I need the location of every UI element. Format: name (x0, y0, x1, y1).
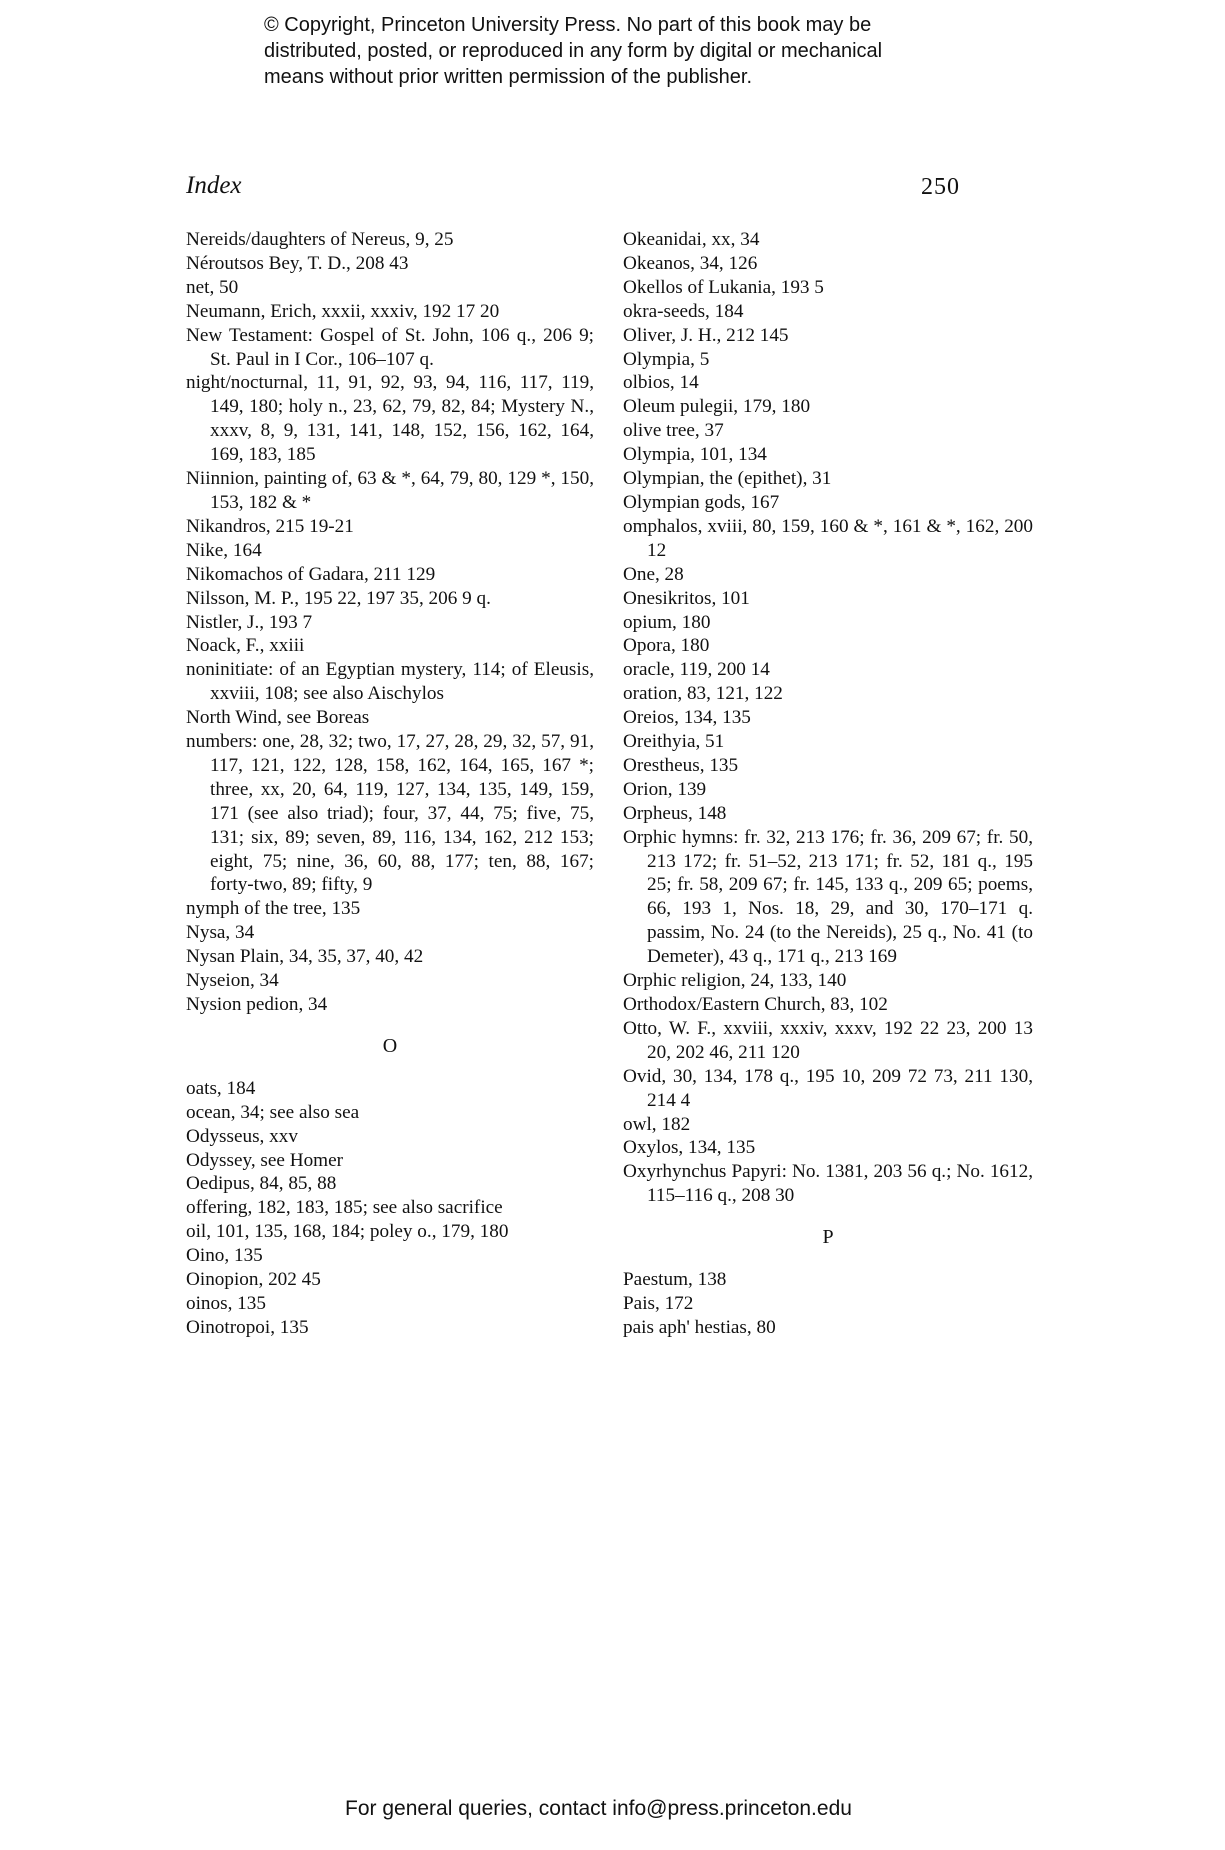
index-entry: Nyseion, 34 (186, 970, 279, 992)
index-entry: opium, 180 (623, 611, 711, 633)
index-entry: Oleum pulegii, 179, 180 (623, 396, 811, 418)
index-entry: Nysan Plain, 34, 35, 37, 40, 42 (186, 946, 424, 968)
index-entry: Noack, F., xxiii (186, 635, 305, 657)
index-entry: Okellos of Lukania, 193 5 (623, 276, 824, 298)
index-entry: Nilsson, M. P., 195 22, 197 35, 206 9 q. (186, 587, 491, 609)
index-entry: pais aph' hestias, 80 (623, 1316, 776, 1338)
index-entry: Opora, 180 (623, 635, 710, 657)
index-entry: Orpheus, 148 (623, 802, 727, 824)
index-entry: North Wind, see Boreas (186, 707, 370, 729)
index-entry: Orestheus, 135 (623, 754, 739, 776)
index-entry: Odysseus, xxv (186, 1125, 298, 1147)
section-letter-o: O (382, 1034, 398, 1057)
index-entry: Oino, 135 (186, 1245, 263, 1267)
index-entry: Oreithyia, 51 (623, 731, 725, 753)
index-entry: Pais, 172 (623, 1292, 694, 1314)
index-entry: olive tree, 37 (623, 420, 724, 442)
index-entry: Olympia, 5 (623, 348, 710, 370)
index-entry: offering, 182, 183, 185; see also sacrifice (186, 1197, 503, 1219)
index-entry: Orion, 139 (623, 778, 707, 800)
index-entry: Nikandros, 215 19-21 (186, 515, 354, 537)
index-entry: Okeanidai, xx, 34 (623, 229, 760, 250)
index-entry: Orthodox/Eastern Church, 83, 102 (623, 994, 888, 1015)
copyright-line-3: means without prior written permission of the publisher. (264, 66, 753, 88)
index-entry: Olympian, the (epithet), 31 (623, 468, 832, 490)
index-entry: net, 50 (186, 276, 239, 298)
index-entry: New Testament: Gospel of St. John, 106 q., 206 9; St. Paul in I Cor., 106–107 q. (186, 324, 594, 370)
index-entry: Nistler, J., 193 7 (186, 611, 313, 633)
index-entry: Nysa, 34 (186, 922, 255, 944)
index-entry: Néroutsos Bey, T. D., 208 43 (186, 252, 409, 274)
index-entry: Olympia, 101, 134 (623, 444, 767, 466)
index-entry: Oinopion, 202 45 (186, 1269, 321, 1291)
index-entry: Oinotropoi, 135 (186, 1316, 309, 1338)
index-entry: oration, 83, 121, 122 (623, 683, 783, 705)
index-entry: Nereids/daughters of Nereus, 9, 25 (186, 229, 454, 250)
index-entry: Oxyrhynchus Papyri: No. 1381, 203 56 q.; No. 1612, 115–116 q., 208 30 (623, 1161, 1033, 1207)
running-title: Index (186, 172, 242, 199)
index-entry: okra-seeds, 184 (623, 300, 744, 322)
index-entry: olbios, 14 (623, 372, 699, 394)
index-entry: owl, 182 (623, 1113, 691, 1135)
index-entry: oil, 101, 135, 168, 184; poley o., 179, 180 (186, 1221, 509, 1243)
index-entry: Nikomachos of Gadara, 211 129 (186, 563, 436, 585)
section-letter-p: P (822, 1226, 834, 1249)
index-entry: numbers: one, 28, 32; two, 17, 27, 28, 29, 32, 57, 91, 117, 121, 122, 128, 158, 162, 164, 165, 167 *; three, xx, 20, 64, 119, 127, 134, 135, 149, 159, 171 (see also triad); four, 37, 44, 75; five, 75, 131; six, 89; seven, 89, 116, 134, 162, 212 153; eight, 75; nine, 36, 60, 88, 177; ten, 88, 167; forty-two, 89; fifty, 9 (186, 731, 594, 896)
copyright-notice (264, 12, 1024, 90)
index-entry: Nysion pedion, 34 (186, 994, 328, 1015)
index-entry: omphalos, xviii, 80, 159, 160 & *, 161 & *, 162, 200 12 (623, 515, 1033, 561)
index-entry: Orphic religion, 24, 133, 140 (623, 970, 847, 992)
index-entry: Neumann, Erich, xxxii, xxxiv, 192 17 20 (186, 300, 500, 322)
index-entry: oats, 184 (186, 1077, 256, 1099)
index-entry: Niinnion, painting of, 63 & *, 64, 79, 80, 129 *, 150, 153, 182 & * (186, 468, 594, 513)
index-entry: Orphic hymns: fr. 32, 213 176; fr. 36, 209 67; fr. 50, 213 172; fr. 51–52, 213 171; fr. 52, 181 q., 195 25; fr. 58, 209 67; fr. 145, 133 q., 209 65; poems, 66, 193 1, Nos. 18, 29, and 30, 170–171 q. passim, No. 24 (to the Nereids), 25 q., No. 41 (to Demeter), 43 q., 171 q., 213 169 (623, 826, 1033, 968)
index-entry: Olympian gods, 167 (623, 491, 780, 513)
index-entry: ocean, 34; see also sea (186, 1101, 360, 1123)
index-entry: Paestum, 138 (623, 1269, 727, 1291)
index-entry: Otto, W. F., xxviii, xxxiv, xxxv, 192 22 23, 200 13 20, 202 46, 211 120 (623, 1017, 1033, 1063)
index-entry: Okeanos, 34, 126 (623, 252, 758, 274)
index-entry: Oxylos, 134, 135 (623, 1137, 756, 1159)
index-entry: oracle, 119, 200 14 (623, 659, 770, 681)
copyright-line-2: distributed, posted, or reproduced in any form by digital or mechanical (264, 40, 883, 62)
index-entry: nymph of the tree, 135 (186, 898, 361, 920)
index-entry: One, 28 (623, 563, 684, 585)
index-column-left (186, 228, 594, 1340)
index-entry: oinos, 135 (186, 1292, 266, 1314)
index-entry: Onesikritos, 101 (623, 587, 750, 609)
index-entry: Ovid, 30, 134, 178 q., 195 10, 209 72 73, 211 130, 214 4 (623, 1065, 1033, 1111)
index-entry: Nike, 164 (186, 539, 262, 561)
index-entry: Oreios, 134, 135 (623, 707, 751, 729)
index-column-right (623, 228, 1033, 1340)
running-head (186, 172, 960, 208)
page-number: 250 (921, 174, 960, 200)
index-entry: Oliver, J. H., 212 145 (623, 324, 789, 346)
copyright-line-1: © Copyright, Princeton University Press. No part of this book may be (264, 14, 872, 36)
index-entry: noninitiate: of an Egyptian mystery, 114; of Eleusis, xxviii, 108; see also Aischylos (186, 659, 594, 705)
index-entry: Odyssey, see Homer (186, 1149, 344, 1171)
footer-contact: For general queries, contact info@press.princeton.edu (345, 1797, 852, 1820)
index-entry: night/nocturnal, 11, 91, 92, 93, 94, 116, 117, 119, 149, 180; holy n., 23, 62, 79, 82, 84; Mystery N., xxxv, 8, 9, 131, 141, 148, 152, 156, 162, 164, 169, 183, 185 (186, 372, 594, 466)
index-entry: Oedipus, 84, 85, 88 (186, 1173, 337, 1195)
